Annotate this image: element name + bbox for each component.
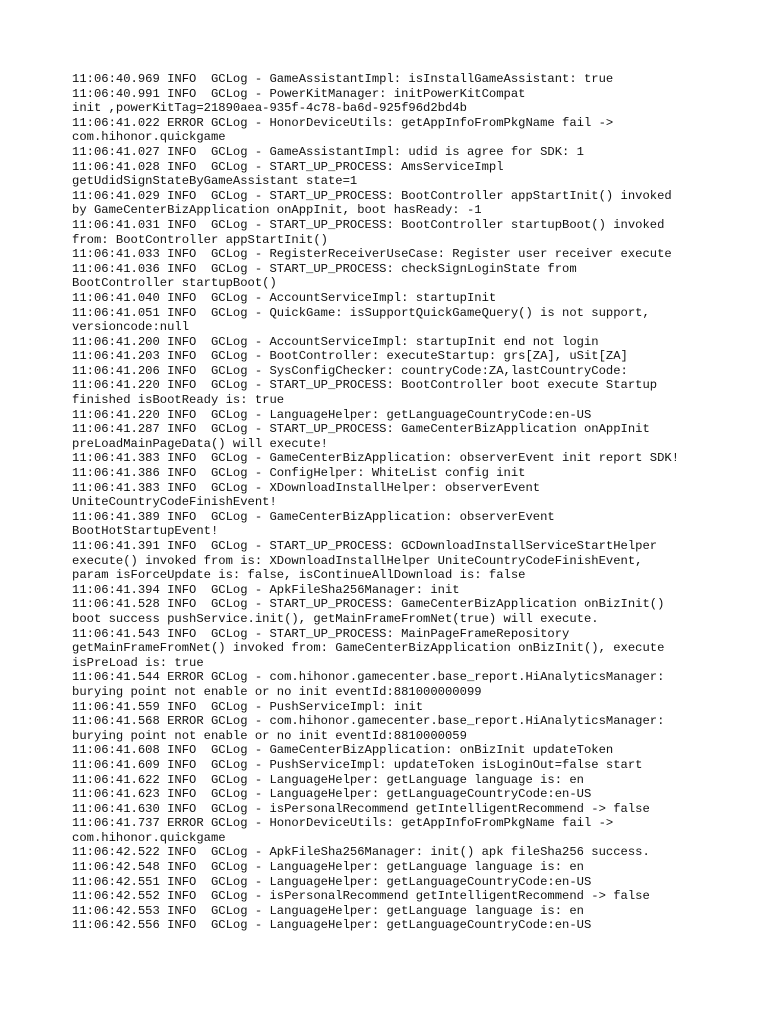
log-line: 11:06:41.220 INFO GCLog - LanguageHelper: getLanguageCountryCode:en-US (72, 407, 592, 422)
log-line: from: BootController appStartInit() (72, 232, 328, 247)
log-line: 11:06:40.969 INFO GCLog - GameAssistantImpl: isInstallGameAssistant: true (72, 72, 614, 86)
log-line: 11:06:41.031 INFO GCLog - START_UP_PROCESS: BootController startupBoot() invoked (72, 217, 665, 232)
log-line: isPreLoad is: true (72, 655, 204, 670)
log-line: 11:06:40.991 INFO GCLog - PowerKitManager: initPowerKitCompat (72, 86, 526, 101)
log-line: com.hihonor.quickgame (72, 130, 226, 145)
log-line: 11:06:41.040 INFO GCLog - AccountServiceImpl: startupInit (72, 290, 497, 305)
log-line: UniteCountryCodeFinishEvent! (72, 495, 277, 510)
log-line: 11:06:41.027 INFO GCLog - GameAssistantImpl: udid is agree for SDK: 1 (72, 144, 584, 159)
log-line: 11:06:41.559 INFO GCLog - PushServiceImpl: init (72, 699, 424, 714)
log-line: 11:06:41.630 INFO GCLog - isPersonalRecommend getIntelligentRecommend -> false (72, 801, 650, 816)
log-line: param isForceUpdate is: false, isContinueAllDownload is: false (72, 568, 526, 583)
log-line: 11:06:41.394 INFO GCLog - ApkFileSha256Manager: init (72, 582, 460, 597)
log-line: 11:06:41.609 INFO GCLog - PushServiceImpl: updateToken isLoginOut=false start (72, 757, 643, 772)
log-line: 11:06:41.287 INFO GCLog - START_UP_PROCESS: GameCenterBizApplication onAppInit (72, 422, 650, 437)
log-line: boot success pushService.init(), getMainFrameFromNet(true) will execute. (72, 611, 599, 626)
log-line: execute() invoked from is: XDownloadInstallHelper UniteCountryCodeFinishEvent, (72, 553, 643, 568)
log-line: burying point not enable or no init eventId:881000000099 (72, 684, 482, 699)
log-line: 11:06:41.220 INFO GCLog - START_UP_PROCESS: BootController boot execute Startup (72, 378, 658, 393)
log-line: init ,powerKitTag=21890aea-935f-4c78-ba6d-925f96d2bd4b (72, 101, 467, 116)
log-line: 11:06:41.022 ERROR GCLog - HonorDeviceUtils: getAppInfoFromPkgName fail -> (72, 115, 614, 130)
log-line: 11:06:41.200 INFO GCLog - AccountServiceImpl: startupInit end not login (72, 334, 599, 349)
log-line: 11:06:41.737 ERROR GCLog - HonorDeviceUtils: getAppInfoFromPkgName fail -> (72, 816, 614, 831)
log-line: 11:06:41.051 INFO GCLog - QuickGame: isSupportQuickGameQuery() is not support, (72, 305, 650, 320)
log-line: 11:06:41.391 INFO GCLog - START_UP_PROCESS: GCDownloadInstallServiceStartHelper (72, 539, 658, 553)
log-line: by GameCenterBizApplication onAppInit, boot hasReady: -1 (72, 203, 482, 218)
log-line: 11:06:42.552 INFO GCLog - isPersonalRecommend getIntelligentRecommend -> false (72, 889, 650, 904)
log-text-block (72, 72, 712, 933)
log-line: BootHotStartupEvent! (72, 524, 219, 539)
log-line: 11:06:41.028 INFO GCLog - START_UP_PROCESS: AmsServiceImpl (72, 159, 504, 174)
log-line: 11:06:42.551 INFO GCLog - LanguageHelper: getLanguageCountryCode:en-US (72, 874, 592, 889)
log-line: 11:06:41.543 INFO GCLog - START_UP_PROCESS: MainPageFrameRepository (72, 626, 570, 641)
log-line: 11:06:41.029 INFO GCLog - START_UP_PROCESS: BootController appStartInit() invoked (72, 188, 672, 203)
log-line: 11:06:41.608 INFO GCLog - GameCenterBizApplication: onBizInit updateToken (72, 743, 614, 758)
log-line: com.hihonor.quickgame (72, 830, 226, 845)
log-line: 11:06:41.623 INFO GCLog - LanguageHelper: getLanguageCountryCode:en-US (72, 787, 592, 802)
log-line: 11:06:41.036 INFO GCLog - START_UP_PROCESS: checkSignLoginState from (72, 261, 577, 276)
log-line: getUdidSignStateByGameAssistant state=1 (72, 174, 358, 189)
log-line: 11:06:41.622 INFO GCLog - LanguageHelper: getLanguage language is: en (72, 772, 584, 787)
log-line: burying point not enable or no init eventId:8810000059 (72, 728, 467, 743)
log-line: 11:06:42.553 INFO GCLog - LanguageHelper: getLanguage language is: en (72, 903, 584, 918)
log-line: 11:06:41.383 INFO GCLog - GameCenterBizApplication: observerEvent init report SDK! (72, 451, 680, 466)
log-line: 11:06:41.568 ERROR GCLog - com.hihonor.gamecenter.base_report.HiAnalyticsManager: (72, 714, 665, 729)
log-line: preLoadMainPageData() will execute! (72, 436, 328, 451)
log-line: 11:06:42.522 INFO GCLog - ApkFileSha256Manager: init() apk fileSha256 success. (72, 845, 650, 860)
log-line: 11:06:41.528 INFO GCLog - START_UP_PROCESS: GameCenterBizApplication onBizInit() (72, 597, 665, 612)
log-line: 11:06:41.033 INFO GCLog - RegisterReceiverUseCase: Register user receiver execute (72, 247, 672, 262)
log-line: getMainFrameFromNet() invoked from: GameCenterBizApplication onBizInit(), execute (72, 641, 665, 656)
log-line: 11:06:41.386 INFO GCLog - ConfigHelper: WhiteList config init (72, 466, 526, 481)
log-line: 11:06:42.548 INFO GCLog - LanguageHelper: getLanguage language is: en (72, 860, 584, 875)
log-line: 11:06:41.206 INFO GCLog - SysConfigChecker: countryCode:ZA,lastCountryCode: (72, 363, 628, 378)
log-line: finished isBootReady is: true (72, 393, 285, 408)
log-line: 11:06:41.383 INFO GCLog - XDownloadInstallHelper: observerEvent (72, 480, 541, 495)
log-line: 11:06:41.544 ERROR GCLog - com.hihonor.gamecenter.base_report.HiAnalyticsManager: (72, 670, 665, 685)
log-line: versioncode:null (72, 320, 190, 335)
log-line: BootController startupBoot() (72, 276, 277, 291)
log-line: 11:06:41.203 INFO GCLog - BootController: executeStartup: grs[ZA], uSit[ZA] (72, 349, 628, 364)
log-line: 11:06:41.389 INFO GCLog - GameCenterBizApplication: observerEvent (72, 509, 555, 524)
log-line: 11:06:42.556 INFO GCLog - LanguageHelper: getLanguageCountryCode:en-US (72, 918, 592, 933)
